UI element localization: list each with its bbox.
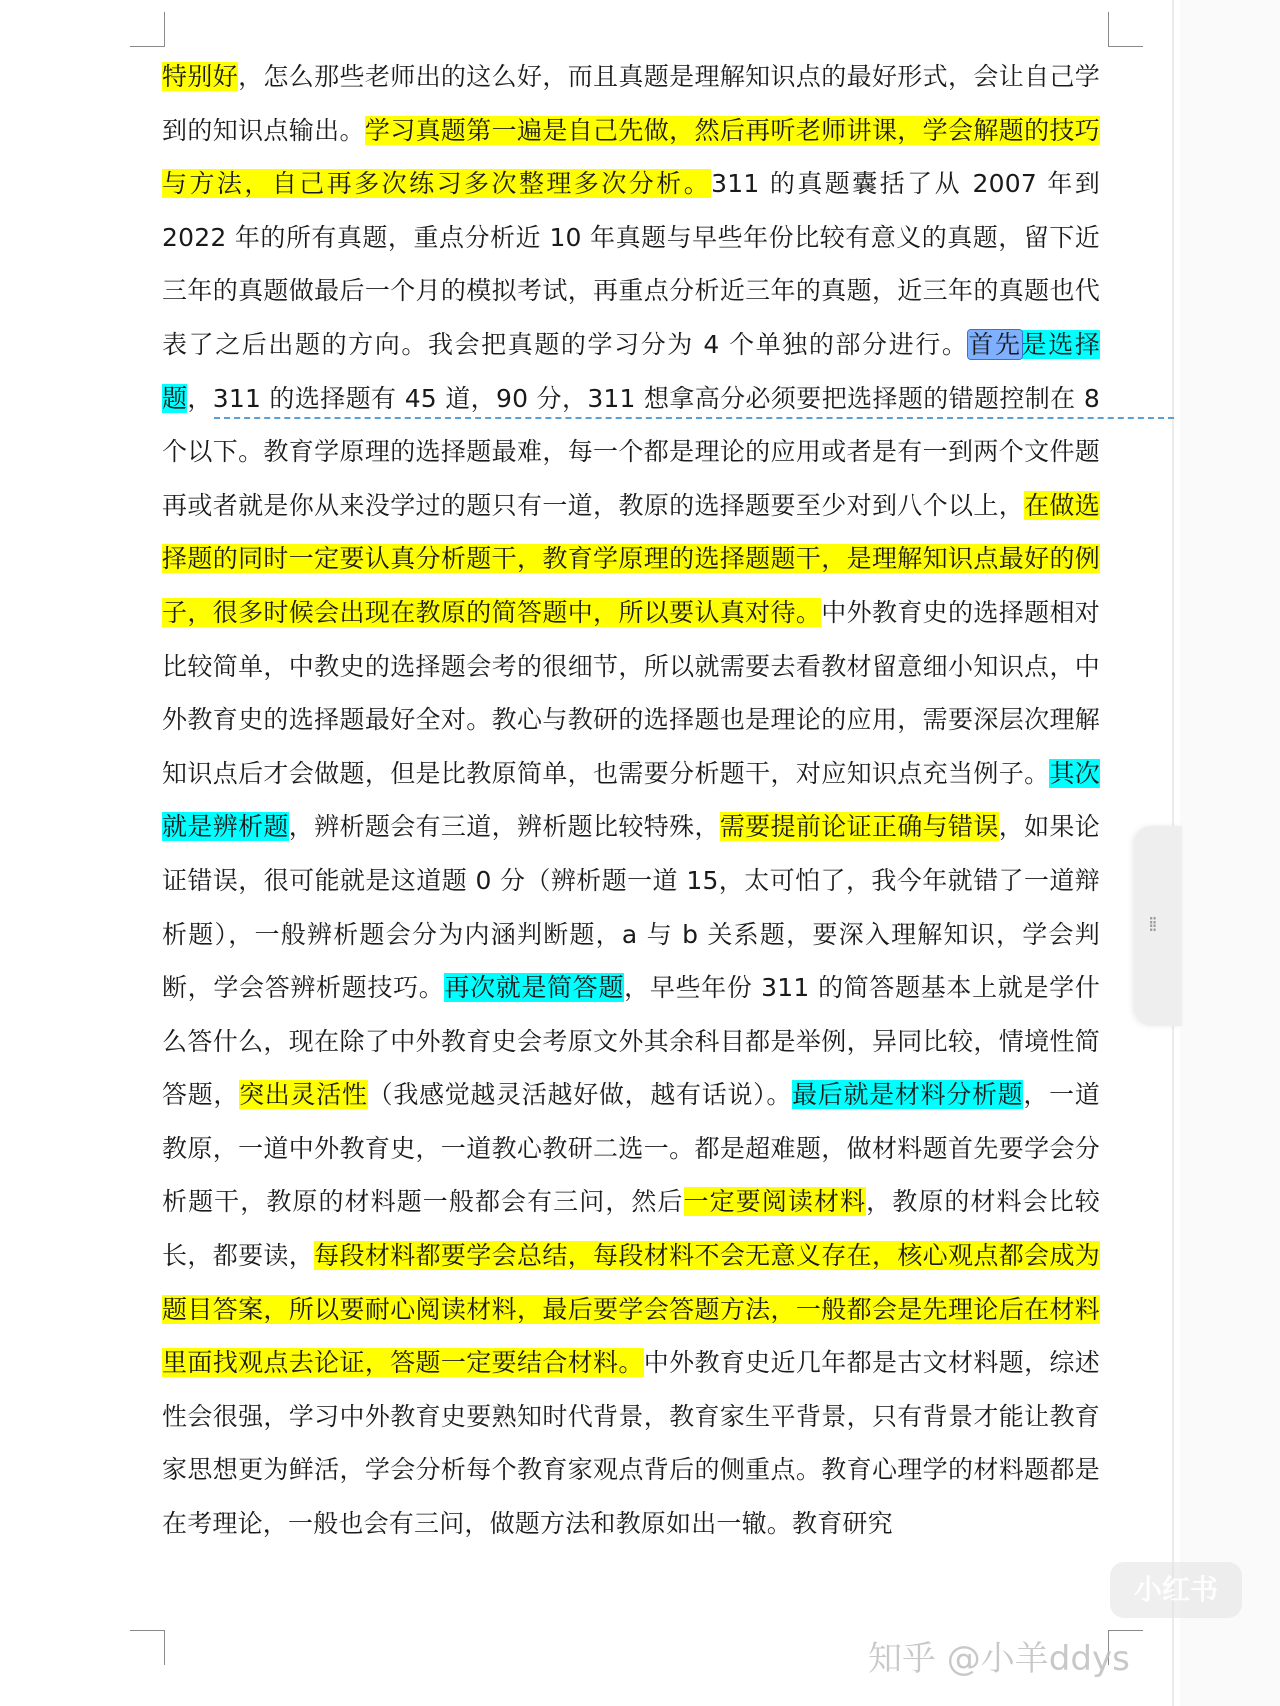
crop-mark-bottom-left <box>130 1630 165 1665</box>
highlighted-text-yellow[interactable]: 一定要阅读材料 <box>683 1187 867 1217</box>
text-run[interactable]: ，311 的选择题有 45 道，90 分，311 想拿高分必须要把选择题的错题控制在 8 个以下。教育学原理的选择题最难，每一个都是理论的应用或者是有一到两个文件题再或者就是你从来没学过的题只有一道，教原的选择题要至少对到八个以上， <box>162 383 1100 520</box>
text-run[interactable]: 中外教育史的选择题相对比较简单，中教史的选择题会考的很细节，所以就需要去看教材留意细小知识点，中外教育史的选择题最好全对。教心与教研的选择题也是理论的应用，需要深层次理解知识点后才会做题，但是比教原简单，也需要分析题干，对应知识点充当例子。 <box>162 597 1101 788</box>
highlighted-text-yellow[interactable]: 需要提前论证正确与错误 <box>719 812 999 842</box>
watermark-logo: 小红书 <box>1110 1562 1242 1618</box>
crop-mark-top-left <box>130 12 165 47</box>
selected-text[interactable]: 首先 <box>968 329 1022 359</box>
highlighted-text-yellow[interactable]: 学习真题第一遍是自己先做，然后再听老师讲课，学会解题的技巧与方法，自己再多次练习多次整理多次分析。 <box>162 115 1100 199</box>
text-run[interactable]: （我感觉越灵活越好做，越有话说）。 <box>367 1080 793 1110</box>
text-run[interactable]: 311 的真题囊括了从 2007 年到 2022 年的所有真题，重点分析近 10 年真题与早些年份比较有意义的真题，留下近三年的真题做最后一个月的模拟考试，再重点分析近三年的真题，近三年的真题也代表了之后出题的方向。我会把真题的学习分为 4 个单独的部分进行。 <box>162 169 1100 359</box>
highlighted-text-cyan[interactable]: 是选择题 <box>162 329 1101 413</box>
document-body[interactable] <box>162 50 1100 1551</box>
drag-handle-icon: ⁞⁞ <box>1148 912 1155 936</box>
page-margin-area <box>1180 0 1280 1706</box>
highlighted-text-yellow[interactable]: 突出灵活性 <box>239 1080 368 1110</box>
text-run[interactable]: ，辨析题会有三道，辨析题比较特殊， <box>288 812 720 842</box>
crop-mark-top-right <box>1108 12 1143 47</box>
side-panel-handle[interactable] <box>1134 826 1182 1026</box>
text-run[interactable]: ，早些年份 311 的简答题基本上就是学什么答什么，现在除了中外教育史会考原文外其余科目都是举例，异同比较，情境性简答题， <box>162 973 1101 1110</box>
highlighted-text-yellow[interactable]: 特别好 <box>162 62 239 91</box>
highlighted-text-cyan[interactable]: 其次就是辨析题 <box>162 758 1100 842</box>
text-run[interactable]: ，如果论证错误，很可能就是这道题 0 分（辨析题一道 15，太可怕了，我今年就错了一道辩析题），一般辨析题会分为内涵判断题，a 与 b 关系题，要深入理解知识，学会判断，学会答辨析题技巧。 <box>162 812 1100 1003</box>
text-run[interactable]: 中外教育史近几年都是古文材料题，综述性会很强，学习中外教育史要熟知时代背景，教育家生平背景，只有背景才能让教育家思想更为鲜活，学会分析每个教育家观点背后的侧重点。教育心理学的材料题都是在考理论，一般也会有三问，做题方法和教原如出一辙。教育研究 <box>162 1348 1100 1539</box>
watermark-credit: 知乎 @小羊ddys <box>868 1639 1130 1679</box>
highlighted-text-yellow[interactable]: 在做选择题的同时一定要认真分析题干，教育学原理的选择题题干，是理解知识点最好的例子，很多时候会出现在教原的简答题中，所以要认真对待。 <box>162 490 1100 627</box>
highlighted-text-yellow[interactable]: 每段材料都要学会总结，每段材料不会无意义存在，核心观点都会成为题目答案，所以要耐心阅读材料，最后要学会答题方法，一般都会是先理论后在材料里面找观点去论证，答题一定要结合材料。 <box>162 1241 1101 1378</box>
text-run[interactable]: ，一道教原，一道中外教育史，一道教心教研二选一。都是超难题，做材料题首先要学会分析题干，教原的材料题一般都会有三问，然后 <box>162 1080 1100 1217</box>
highlighted-text-cyan[interactable]: 再次就是简答题 <box>444 973 625 1003</box>
document-paragraph[interactable] <box>162 50 1100 1551</box>
page-break-guide <box>214 417 1174 419</box>
text-run[interactable]: ，教原的材料会比较长，都要读， <box>162 1187 1100 1271</box>
text-run[interactable]: ，怎么那些老师出的这么好，而且真题是理解知识点的最好形式，会让自己学到的知识点输出。 <box>162 62 1100 145</box>
highlighted-text-cyan[interactable]: 最后就是材料分析题 <box>792 1080 1024 1110</box>
